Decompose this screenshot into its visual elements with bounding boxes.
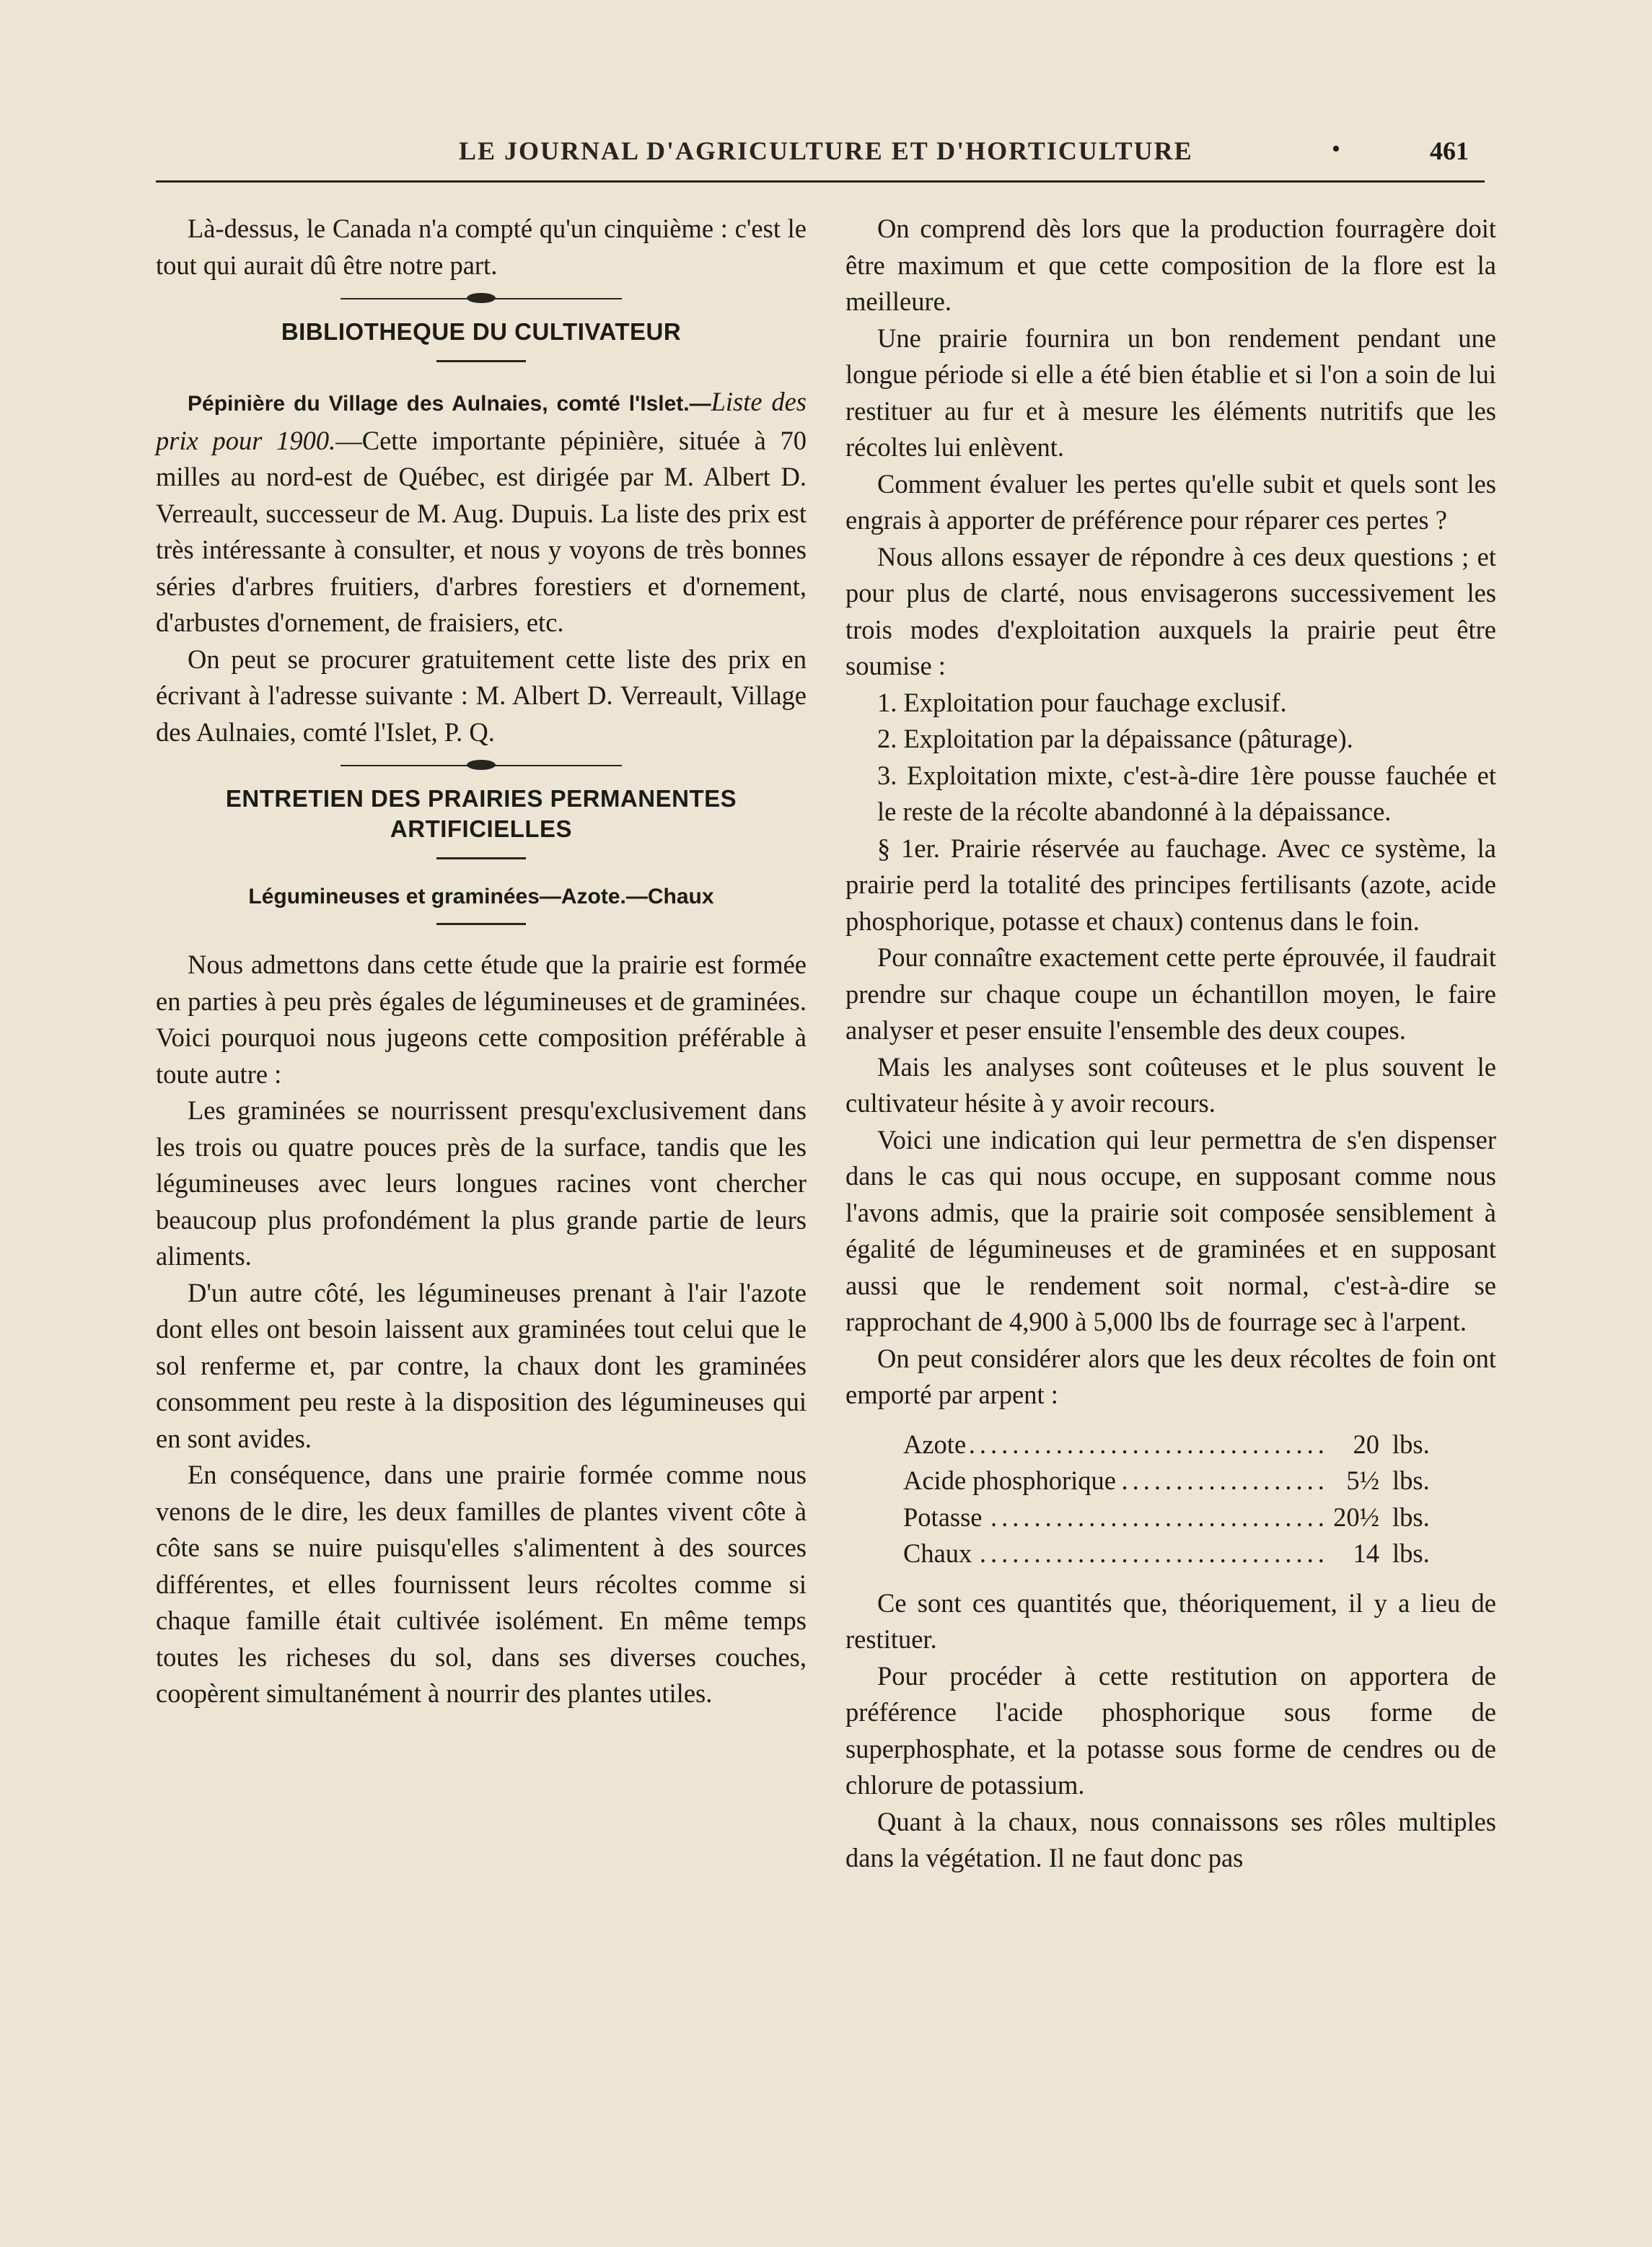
body-paragraph: Pour procéder à cette restitution on apportera de préférence l'acide phosphorique sous forme de superphosphate, et la potasse sous forme de cendres ou de chlorure de potassium. bbox=[845, 1660, 1496, 1800]
nutrient-label: Potasse bbox=[903, 1502, 985, 1532]
list-item: 2. Exploitation par la dépaissance (pâturage). bbox=[877, 724, 1353, 753]
table-row bbox=[903, 1499, 1430, 1536]
running-header bbox=[156, 136, 1485, 173]
short-rule bbox=[436, 923, 526, 925]
nutrient-unit: lbs. bbox=[1392, 1466, 1430, 1495]
nutrient-label: Azote bbox=[903, 1429, 969, 1459]
nutrient-value: 5½ bbox=[1346, 1466, 1379, 1495]
body-paragraph: D'un autre côté, les légumineuses prenant à l'air l'azote dont elles ont besoin laissent aux graminées tout celui que le sol renferme et, par contre, la chaux dont les graminées consomment peu reste à la disposition des légumineuses qui en sont avides. bbox=[156, 1277, 807, 1453]
section-title-entretien bbox=[156, 784, 807, 844]
table-row bbox=[903, 1463, 1430, 1499]
header-ornament: • bbox=[1332, 136, 1340, 162]
body-paragraph: Les graminées se nourrissent presqu'exclusivement dans les trois ou quatre pouces près de la surface, tandis que les légumineuses avec leurs longues racines vont chercher beaucoup plus profondément la plus grande partie de leurs aliments. bbox=[156, 1095, 807, 1271]
nutrient-table bbox=[903, 1427, 1430, 1572]
page-number: 461 bbox=[1430, 136, 1469, 165]
right-column bbox=[845, 211, 1496, 1877]
nursery-heading: Pépinière du Village des Aulnaies, comté l'Islet.— bbox=[188, 392, 711, 416]
list-item: 3. Exploitation mixte, c'est-à-dire 1ère pousse fauchée et le reste de la récolte abandonné à la dépaissance. bbox=[877, 760, 1496, 826]
body-paragraph: Voici une indication qui leur permettra de s'en dispenser dans le cas qui nous occupe, en supposant comme nous l'avons admis, que la prairie soit composée sensiblement à égalité de légumineuses et de graminées et en supposant aussi que le rendement soit normal, c'est-à-dire se rapprochant de 4,900 à 5,000 lbs de fourrage sec à l'arpent. bbox=[845, 1124, 1496, 1336]
short-rule bbox=[436, 360, 526, 362]
body-paragraph: Une prairie fournira un bon rendement pendant une longue période si elle a été bien établie et si l'on a soin de lui restituer au fur et à mesure les éléments nutritifs que les récoltes lui enlèvent. bbox=[845, 323, 1496, 462]
nursery-paragraph bbox=[156, 384, 807, 641]
nursery-text: —Cette importante pépinière, située à 70 milles au nord-est de Québec, est dirigée par M. Albert D. Verreault, successeur de M. Aug. Dupuis. La liste des prix est très intéressante à consulter, et nous y voyons de très bonnes séries d'arbres fruitiers, d'arbres forestiers et d'ornement, d'arbustes d'ornement, de fraisiers, etc. bbox=[156, 425, 807, 637]
body-paragraph: Nous allons essayer de répondre à ces deux questions ; et pour plus de clarté, nous envisagerons successivement les trois modes d'exploitation auxquels la prairie peut être soumise : bbox=[845, 541, 1496, 680]
nutrient-unit: lbs. bbox=[1392, 1429, 1430, 1459]
nutrient-unit: lbs. bbox=[1392, 1538, 1430, 1568]
journal-title: LE JOURNAL D'AGRICULTURE ET D'HORTICULTURE bbox=[459, 136, 1193, 165]
section-title-bibliotheque: BIBLIOTHEQUE DU CULTIVATEUR bbox=[281, 318, 682, 345]
nutrient-label: Acide phosphorique bbox=[903, 1466, 1119, 1495]
nutrient-unit: lbs. bbox=[1392, 1502, 1430, 1532]
body-paragraph: Pour connaître exactement cette perte éprouvée, il faudrait prendre sur chaque coupe un échantillon moyen, le faire analyser et peser ensuite l'ensemble des deux coupes. bbox=[845, 942, 1496, 1045]
short-rule bbox=[436, 857, 526, 859]
nutrient-value: 20 bbox=[1353, 1429, 1379, 1459]
body-paragraph: On peut considérer alors que les deux récoltes de foin ont emporté par arpent : bbox=[845, 1343, 1496, 1409]
separator-ornament-icon bbox=[467, 760, 496, 770]
body-paragraph: Ce sont ces quantités que, théoriquement, il y a lieu de restituer. bbox=[845, 1587, 1496, 1654]
price-list-paragraph: On peut se procurer gratuitement cette liste des prix en écrivant à l'adresse suivante : M. Albert D. Verreault, Village des Aulnaies, comté l'Islet, P. Q. bbox=[156, 644, 807, 747]
left-column bbox=[156, 211, 807, 1712]
section-subtitle: Légumineuses et graminées—Azote.—Chaux bbox=[248, 885, 714, 908]
body-paragraph: Comment évaluer les pertes qu'elle subit et quels sont les engrais à apporter de préférence pour réparer ces pertes ? bbox=[845, 468, 1496, 535]
table-row bbox=[903, 1536, 1430, 1572]
nutrient-label: Chaux bbox=[903, 1538, 975, 1568]
ornament-separator bbox=[340, 292, 622, 305]
body-paragraph: § 1er. Prairie réservée au fauchage. Avec ce système, la prairie perd la totalité des principes fertilisants (azote, acide phosphorique, potasse et chaux) contenus dans le foin. bbox=[845, 833, 1496, 936]
body-paragraph: On comprend dès lors que la production fourragère doit être maximum et que cette composition de la flore est la meilleure. bbox=[845, 214, 1496, 316]
body-paragraph: Quant à la chaux, nous connaissons ses rôles multiples dans la végétation. Il ne faut donc pas bbox=[845, 1806, 1496, 1872]
ornament-separator bbox=[340, 759, 622, 772]
body-paragraph: Nous admettons dans cette étude que la prairie est formée en parties à peu près égales de légumineuses et de graminées. Voici pourquoi nous jugeons cette composition préférable à toute autre : bbox=[156, 950, 807, 1089]
list-item: 1. Exploitation pour fauchage exclusif. bbox=[877, 687, 1287, 717]
price-list-title: Liste des prix pour 1900. bbox=[156, 387, 807, 455]
section-title-line: ENTRETIEN DES PRAIRIES PERMANENTES bbox=[225, 785, 737, 812]
nutrient-value: 20½ bbox=[1333, 1502, 1379, 1532]
intro-paragraph: Là-dessus, le Canada n'a compté qu'un cinquième : c'est le tout qui aurait dû être notre part. bbox=[156, 214, 807, 280]
nutrient-value: 14 bbox=[1353, 1538, 1379, 1568]
section-title-line: ARTIFICIELLES bbox=[390, 815, 573, 842]
body-paragraph: En conséquence, dans une prairie formée comme nous venons de le dire, les deux familles de plantes vivent côte à côte sans se nuire puisqu'elles s'alimentent à des sources différentes, et elles fournissent leurs récoltes comme si chaque famille était cultivée isolément. En même temps toutes les richeses du sol, dans ses diverses couches, coopèrent simultanément à nourrir des plantes utiles. bbox=[156, 1460, 807, 1708]
separator-ornament-icon bbox=[467, 293, 496, 303]
header-rule bbox=[156, 180, 1485, 183]
table-row bbox=[903, 1427, 1430, 1463]
body-paragraph: Mais les analyses sont coûteuses et le plus souvent le cultivateur hésite à y avoir recours. bbox=[845, 1051, 1496, 1118]
